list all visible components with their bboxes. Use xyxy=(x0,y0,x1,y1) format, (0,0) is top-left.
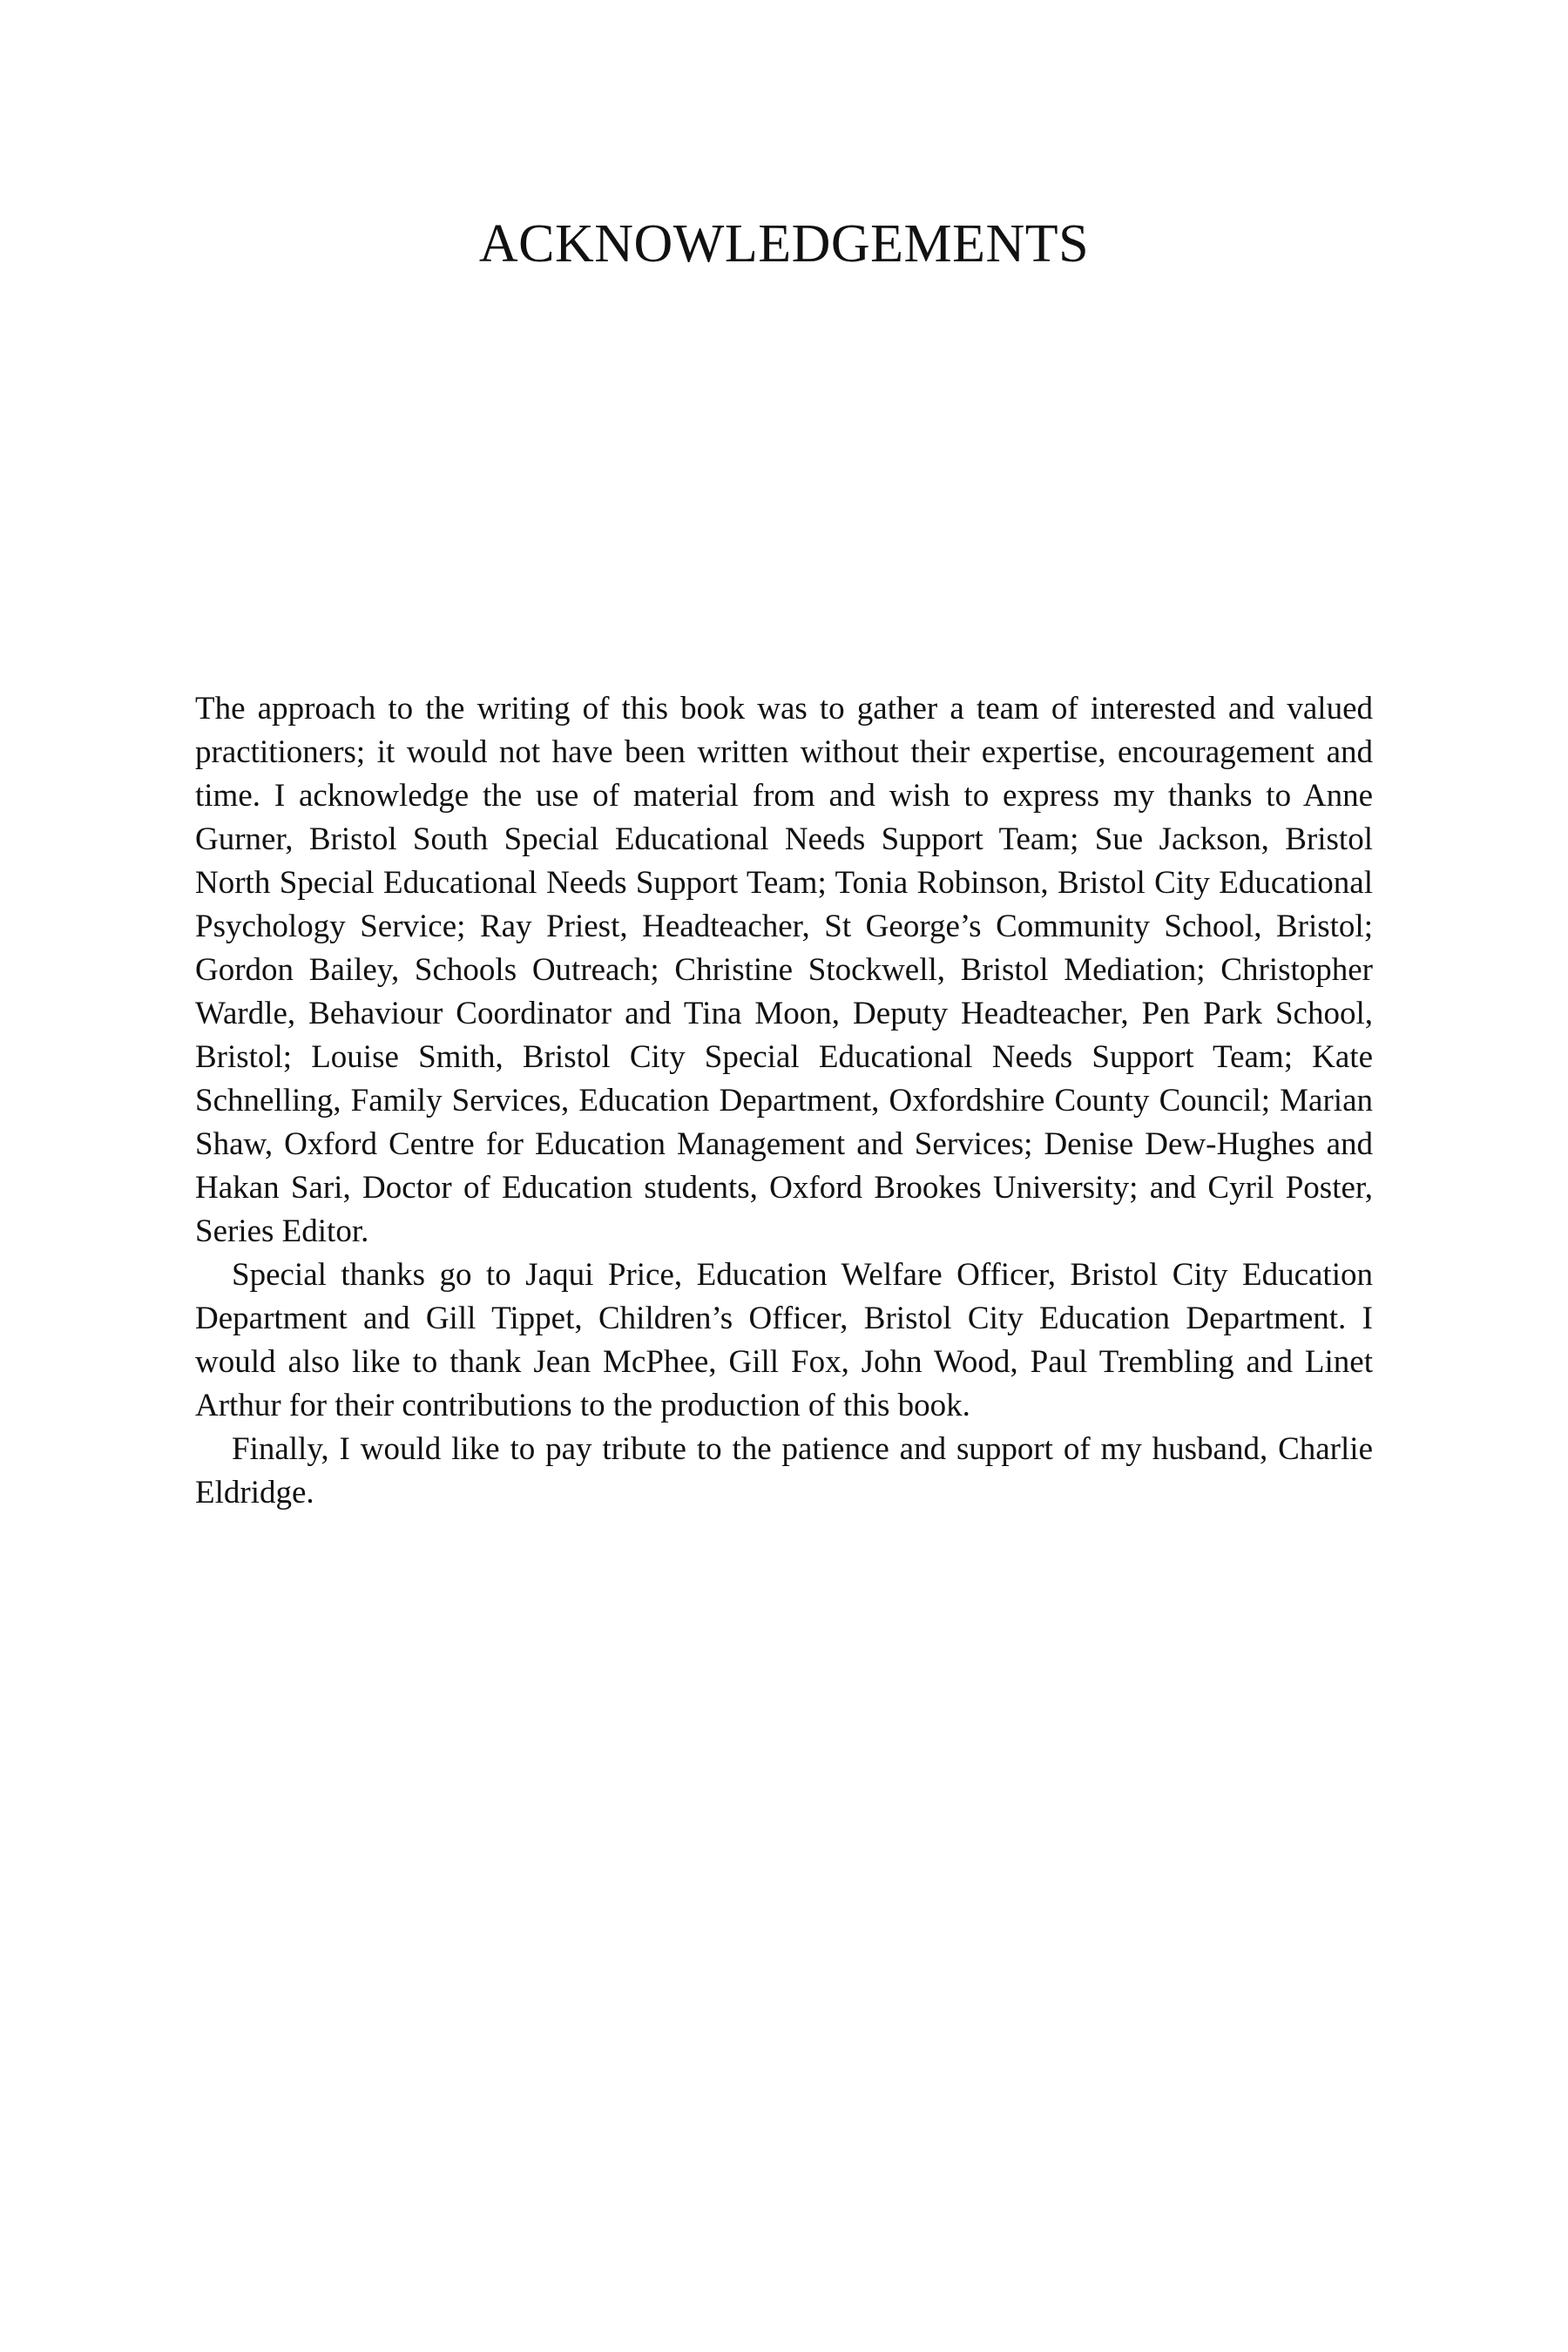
paragraph-tribute: Finally, I would like to pay tribute to the patience and support of my husband, Charlie Eldridge. xyxy=(195,1431,1373,1511)
paragraph-special-thanks: Special thanks go to Jaqui Price, Education Welfare Officer, Bristol City Education Department and Gill Tippet, Children’s Officer, Bristol City Education Department. I would also like to thank Jean McPhee, Gill Fox, John Wood, Paul Trembling and Linet Arthur for their contributions to the production of this book. xyxy=(195,1257,1373,1423)
acknowledgements-body xyxy=(195,687,1373,1515)
page-title: ACKNOWLEDGEMENTS xyxy=(478,214,1090,274)
paragraph-practitioners: The approach to the writing of this book was to gather a team of interested and valued practitioners; it would not have been written without their expertise, encouragement and time. I acknowledge the use of material from and wish to express my thanks to Anne Gurner, Bristol South Special Educational Needs Support Team; Sue Jackson, Bristol North Special Educational Needs Support Team; Tonia Robinson, Bristol City Educational Psychology Service; Ray Priest, Headteacher, St George’s Community School, Bristol; Gordon Bailey, Schools Outreach; Christine Stockwell, Bristol Mediation; Christopher Wardle, Behaviour Coordinator and Tina Moon, Deputy Headteacher, Pen Park School, Bristol; Louise Smith, Bristol City Special Educational Needs Support Team; Kate Schnelling, Family Services, Education Department, Oxfordshire County Council; Marian Shaw, Oxford Centre for Education Management and Services; Denise Dew-Hughes and Hakan Sari, Doctor of Education students, Oxford Brookes University; and Cyril Poster, Series Editor. xyxy=(195,691,1373,1249)
